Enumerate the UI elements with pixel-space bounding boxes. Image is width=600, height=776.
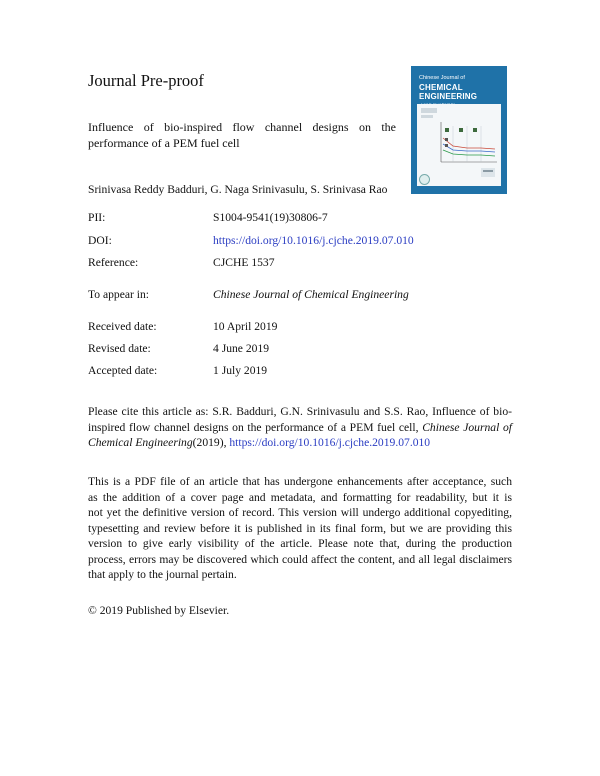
cover-title-line2: CHEMICAL ENGINEERING [419, 83, 478, 101]
cover-figure-icon [417, 104, 501, 186]
meta-label-received: Received date: [88, 320, 157, 333]
cover-title-line1: Chinese Journal of [419, 75, 465, 81]
meta-value-journal: Chinese Journal of Chemical Engineering [213, 288, 409, 301]
citation-line3 [88, 435, 512, 451]
doi-link[interactable]: https://doi.org/10.1016/j.cjche.2019.07.010 [213, 234, 414, 247]
citation-doi-link[interactable]: https://doi.org/10.1016/j.cjche.2019.07.010 [229, 436, 431, 449]
notice-line: that apply to the journal pertain. [88, 568, 237, 581]
article-title [88, 119, 396, 151]
article-title-line2: performance of a PEM fuel cell [88, 136, 240, 150]
meta-label-appear: To appear in: [88, 288, 149, 301]
meta-label-pii: PII: [88, 211, 106, 224]
citation-journal-part2: Chemical Engineering [88, 436, 193, 449]
journal-cover-thumbnail [411, 66, 507, 194]
citation-line2 [88, 420, 512, 436]
citation-paragraph [88, 404, 512, 451]
meta-value-received: 10 April 2019 [213, 320, 278, 333]
meta-label-revised: Revised date: [88, 342, 151, 355]
cover-figure-panel [417, 104, 501, 186]
meta-label-doi: DOI: [88, 234, 112, 247]
citation-journal-part1: Chinese Journal of [422, 420, 512, 434]
meta-label-accepted: Accepted date: [88, 364, 158, 377]
notice-line: as the addition of a cover page and metadata, and formatting for readability, but it is [88, 490, 512, 504]
meta-value-accepted: 1 July 2019 [213, 364, 268, 377]
notice-line: process, errors may be discovered which could affect the content, and all legal disclaimers [88, 552, 512, 566]
meta-value-pii: S1004-9541(19)30806-7 [213, 211, 328, 224]
notice-line: This is a PDF file of an article that has undergone enhancements after acceptance, such [88, 475, 512, 488]
citation-year: (2019), [192, 436, 230, 449]
journal-pre-proof-heading: Journal Pre-proof [88, 71, 204, 90]
notice-line: not yet the definitive version of record. This version will undergo additional copyediting, [88, 506, 512, 519]
meta-label-reference: Reference: [88, 256, 139, 269]
notice-line: version to give early visibility of the article. Please note that, during the production [88, 537, 512, 550]
notice-line: typesetting and review before it is published in its final form, but we are providing this [88, 521, 512, 535]
article-authors: Srinivasa Reddy Badduri, G. Naga Srinivasulu, S. Srinivasa Rao [88, 183, 388, 196]
citation-line2-text: inspired flow channel designs on the performance of a PEM fuel cell, [88, 420, 423, 434]
article-title-line1: Influence of bio-inspired flow channel designs on the [88, 120, 396, 134]
meta-value-reference: CJCHE 1537 [213, 256, 275, 269]
citation-line1: Please cite this article as: S.R. Badduri, G.N. Srinivasulu and S.S. Rao, Influence of bio- [88, 405, 512, 418]
meta-value-revised: 4 June 2019 [213, 342, 270, 355]
notice-paragraph [88, 474, 512, 583]
copyright-notice: © 2019 Published by Elsevier. [88, 604, 230, 617]
cover-seal-icon [419, 174, 430, 185]
